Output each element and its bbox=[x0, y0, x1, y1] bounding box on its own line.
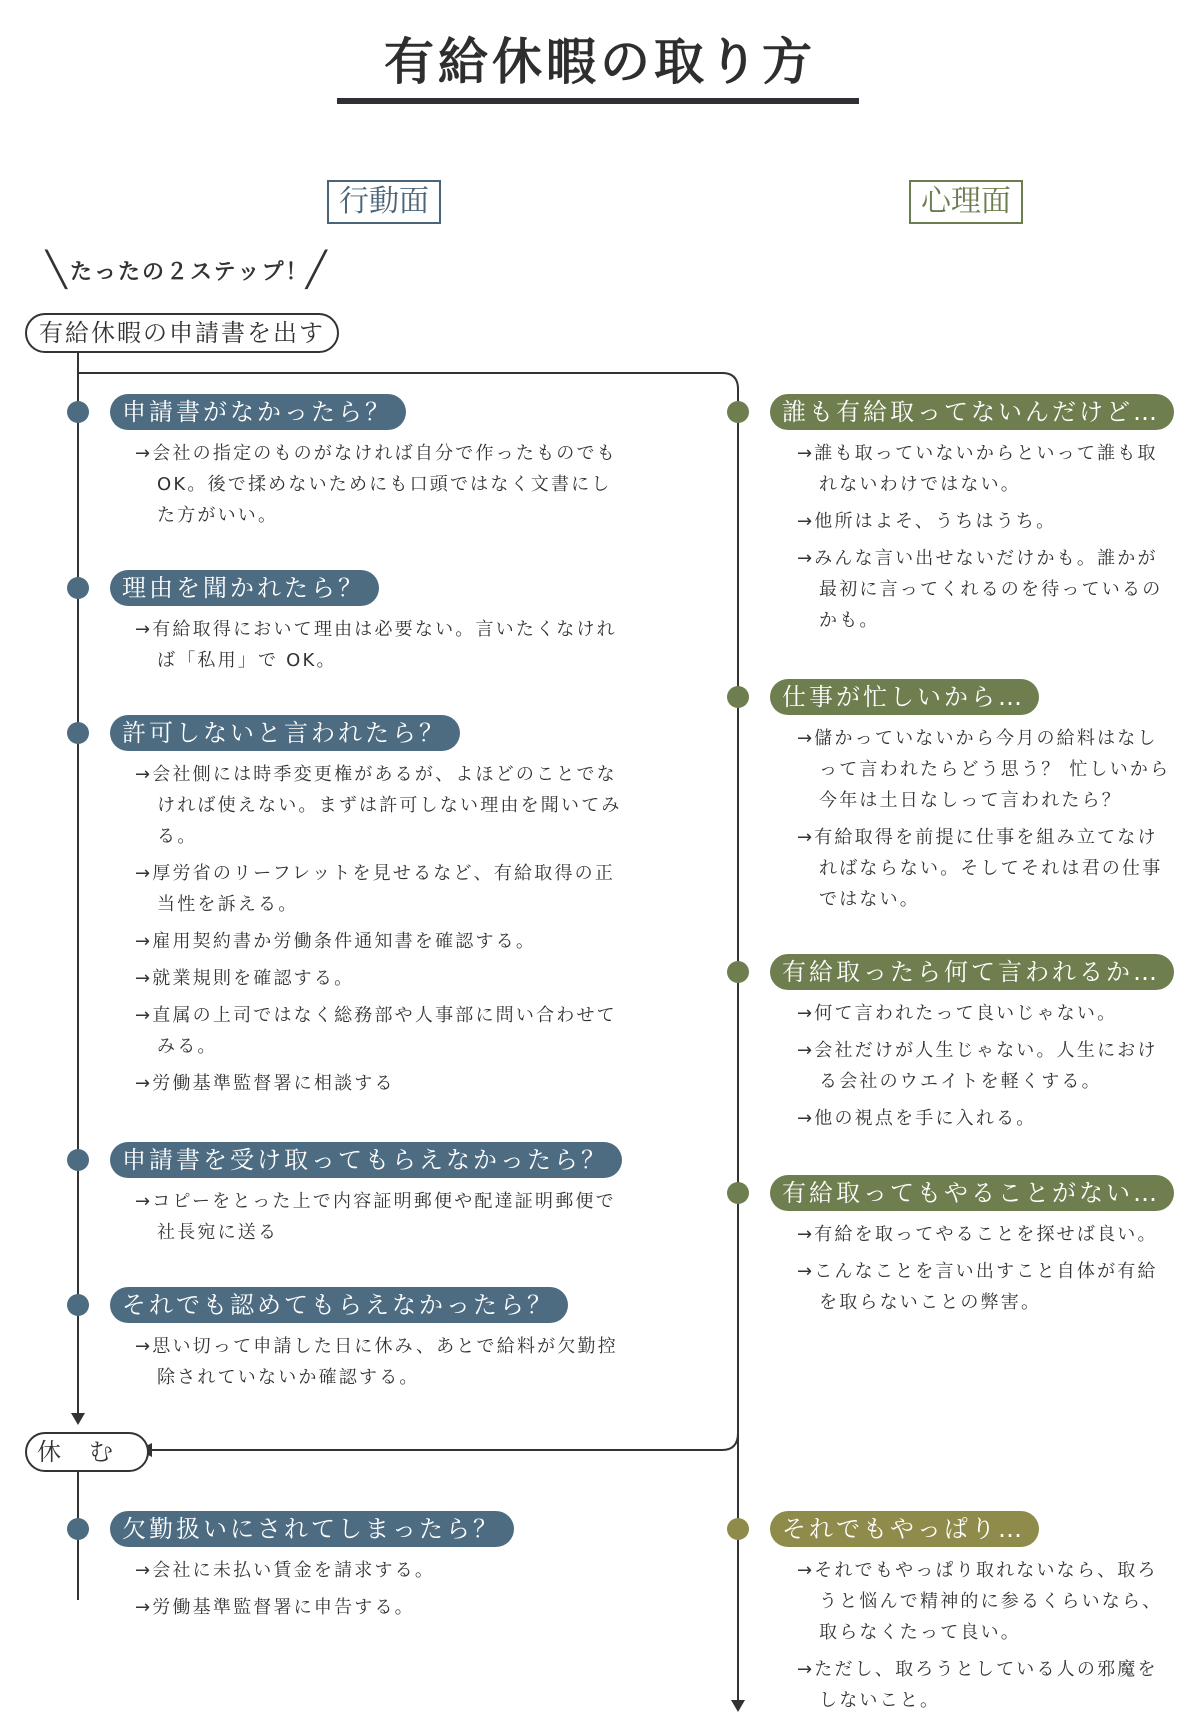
return-connector-line bbox=[150, 1433, 738, 1450]
right-node-2 bbox=[727, 686, 749, 708]
list-item: →儲かっていないから今月の給料はなしって言われたらどう思う？ 忙しいから今年は土日なしって言われたら？ bbox=[797, 728, 1171, 811]
list-item: →他所はよそ、うちはうち。 bbox=[797, 511, 1057, 532]
right-heading-4: 有給取ってもやることがない… bbox=[770, 1175, 1174, 1211]
right-items-1 bbox=[797, 438, 1177, 642]
right-heading-1: 誰も有給取ってないんだけど… bbox=[770, 394, 1174, 430]
left-items-2 bbox=[135, 614, 625, 682]
left-items-4 bbox=[135, 1186, 625, 1254]
right-heading-3: 有給取ったら何て言われるか… bbox=[770, 954, 1174, 990]
list-item: →就業規則を確認する。 bbox=[135, 968, 355, 989]
right-items-3 bbox=[797, 998, 1177, 1140]
mindset-header: 心理面 bbox=[909, 180, 1023, 224]
left-heading-4: 申請書を受け取ってもらえなかったら？ bbox=[110, 1142, 622, 1178]
list-item: →誰も取っていないからといって誰も取れないわけではない。 bbox=[797, 443, 1158, 495]
left-heading-1: 申請書がなかったら？ bbox=[110, 394, 406, 430]
page-title: 有給休暇の取り方 bbox=[384, 33, 816, 91]
two-steps-label: たったの２ステップ！ bbox=[70, 260, 310, 285]
left-node-3 bbox=[67, 722, 89, 744]
list-item: →厚労省のリーフレットを見せるなど、有給取得の正当性を訴える。 bbox=[135, 863, 616, 915]
rest-box: 休 む bbox=[25, 1432, 149, 1472]
list-item: →みんな言い出せないだけかも。誰かが最初に言ってくれるのを待っているのかも。 bbox=[797, 548, 1163, 631]
right-items-5 bbox=[797, 1555, 1177, 1722]
left-node-2 bbox=[67, 577, 89, 599]
list-item: →会社だけが人生じゃない。人生における会社のウエイトを軽くする。 bbox=[797, 1040, 1158, 1092]
right-items-4 bbox=[797, 1219, 1177, 1324]
list-item: →有給取得において理由は必要ない。言いたくなければ「私用」で OK。 bbox=[135, 619, 617, 671]
left-heading-6: 欠勤扱いにされてしまったら？ bbox=[110, 1511, 514, 1547]
start-box: 有給休暇の申請書を出す bbox=[25, 313, 339, 353]
right-heading-5: それでもやっぱり… bbox=[770, 1511, 1039, 1547]
left-node-4 bbox=[67, 1149, 89, 1171]
left-node-6 bbox=[67, 1518, 89, 1540]
right-node-3 bbox=[727, 961, 749, 983]
right-down-arrow bbox=[731, 1700, 745, 1712]
left-items-1 bbox=[135, 438, 625, 537]
left-heading-5: それでも認めてもらえなかったら？ bbox=[110, 1287, 568, 1323]
slash-right-decoration: ╱ bbox=[306, 250, 327, 290]
left-items-5 bbox=[135, 1331, 625, 1399]
list-item: →雇用契約書か労働条件通知書を確認する。 bbox=[135, 931, 537, 952]
left-node-1 bbox=[67, 401, 89, 423]
list-item: →労働基準監督署に申告する。 bbox=[135, 1597, 415, 1618]
left-node-5 bbox=[67, 1294, 89, 1316]
list-item: →労働基準監督署に相談する bbox=[135, 1073, 395, 1094]
right-node-4 bbox=[727, 1182, 749, 1204]
list-item: →他の視点を手に入れる。 bbox=[797, 1108, 1037, 1129]
list-item: →有給を取ってやることを探せば良い。 bbox=[797, 1224, 1158, 1245]
right-heading-2: 仕事が忙しいから… bbox=[770, 679, 1039, 715]
left-heading-3: 許可しないと言われたら？ bbox=[110, 715, 460, 751]
behavior-header: 行動面 bbox=[327, 180, 441, 224]
right-node-5 bbox=[727, 1518, 749, 1540]
list-item: →何て言われたって良いじゃない。 bbox=[797, 1003, 1118, 1024]
list-item: →有給取得を前提に仕事を組み立てなければならない。そしてそれは君の仕事ではない。 bbox=[797, 827, 1163, 910]
title-underline bbox=[337, 98, 859, 104]
list-item: →思い切って申請した日に休み、あとで給料が欠勤控除されていないか確認する。 bbox=[135, 1336, 618, 1388]
left-heading-2: 理由を聞かれたら？ bbox=[110, 570, 379, 606]
left-items-3 bbox=[135, 759, 625, 1105]
left-down-arrow bbox=[71, 1413, 85, 1425]
slash-left-decoration: ╲ bbox=[46, 250, 67, 290]
list-item: →会社の指定のものがなければ自分で作ったものでも OK。後で揉めないためにも口頭ではなく文書にした方がいい。 bbox=[135, 443, 617, 526]
left-items-6 bbox=[135, 1555, 625, 1629]
list-item: →直属の上司ではなく総務部や人事部に問い合わせてみる。 bbox=[135, 1005, 617, 1057]
right-node-1 bbox=[727, 401, 749, 423]
list-item: →会社に未払い賃金を請求する。 bbox=[135, 1560, 436, 1581]
list-item: →それでもやっぱり取れないなら、取ろうと悩んで精神的に参るくらいなら、取らなくたって良い。 bbox=[797, 1560, 1163, 1643]
right-items-2 bbox=[797, 723, 1177, 921]
list-item: →ただし、取ろうとしている人の邪魔をしないこと。 bbox=[797, 1659, 1158, 1711]
list-item: →こんなことを言い出すこと自体が有給を取らないことの弊害。 bbox=[797, 1261, 1158, 1313]
list-item: →コピーをとった上で内容証明郵便や配達証明郵便で社長宛に送る bbox=[135, 1191, 616, 1243]
list-item: →会社側には時季変更権があるが、よほどのことでなければ使えない。まずは許可しない理由を聞いてみる。 bbox=[135, 764, 622, 847]
